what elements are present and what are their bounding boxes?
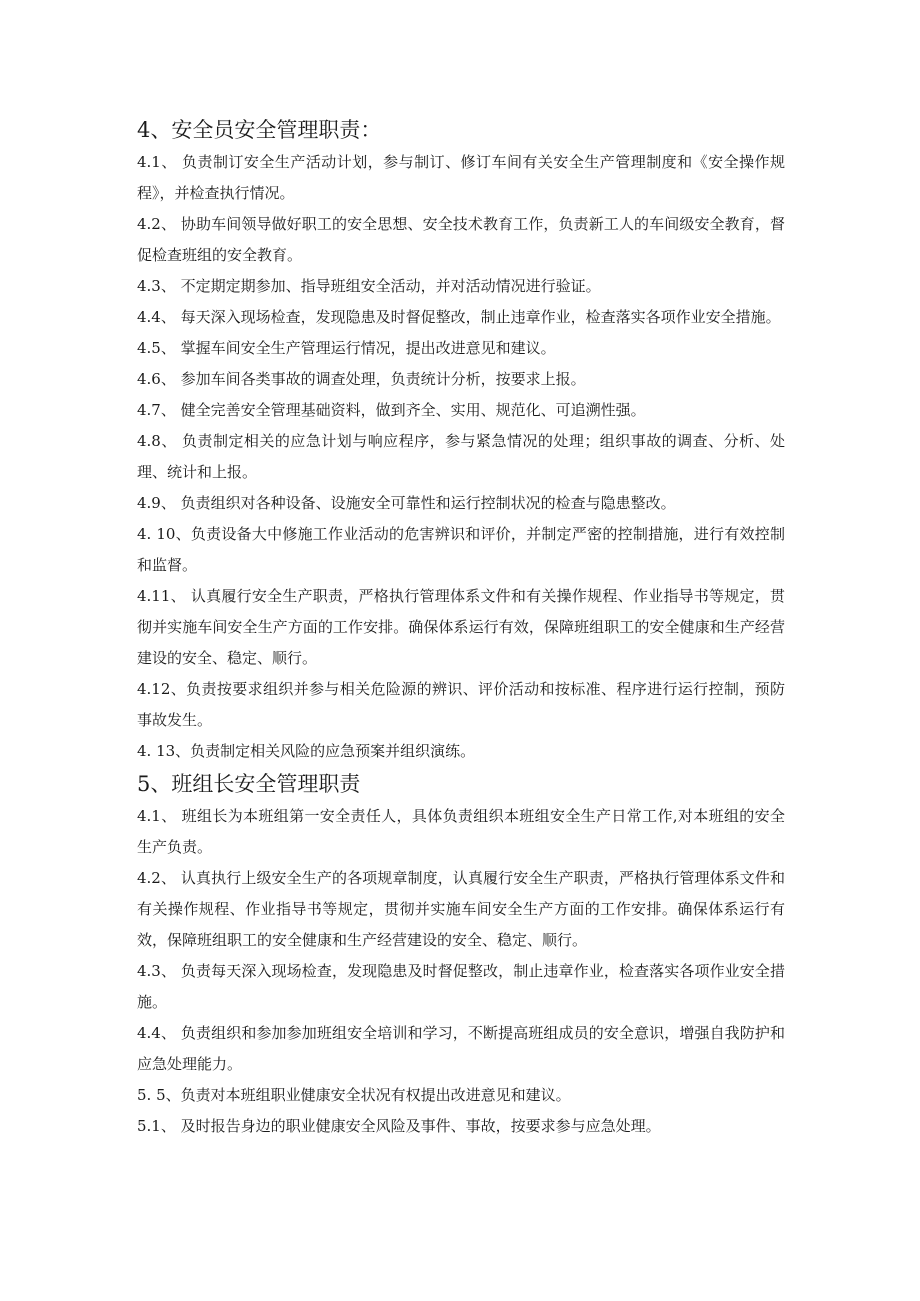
clause-4-12: 4.12、负责按要求组织并参与相关危险源的辨识、评价活动和按标准、程序进行运行控制，预防事故发生。	[137, 680, 785, 729]
clause-4-9: 4.9、 负责组织对各种设备、设施安全可靠性和运行控制状况的检查与隐患整改。	[137, 494, 676, 512]
clause-4-5: 4.5、 掌握车间安全生产管理运行情况，提出改进意见和建议。	[137, 339, 556, 357]
section-title-safety-officer: 4、安全员安全管理职责：	[137, 118, 382, 142]
document-body	[137, 113, 785, 1142]
clause-4-10: 4. 10、负责设备大中修施工作业活动的危害辨识和评价，并制定严密的控制措施，进行有效控制和监督。	[137, 525, 785, 574]
team-clause-3: 4.3、 负责每天深入现场检查，发现隐患及时督促整改，制止违章作业，检查落实各项作业安全措施。	[137, 962, 785, 1011]
clause-4-1: 4.1、 负责制订安全生产活动计划，参与制订、修订车间有关安全生产管理制度和《安全操作规程》，并检查执行情况。	[137, 153, 785, 202]
clause-4-8: 4.8、 负责制定相关的应急计划与响应程序，参与紧急情况的处理；组织事故的调查、分析、处理、统计和上报。	[137, 432, 785, 481]
clause-4-11: 4.11、 认真履行安全生产职责，严格执行管理体系文件和有关操作规程、作业指导书等规定，贯彻并实施车间安全生产方面的工作安排。确保体系运行有效，保障班组职工的安全健康和生产经营建设的安全、稳定、顺行。	[137, 587, 785, 667]
section-title-team-leader: 5、班组长安全管理职责	[137, 772, 361, 796]
clause-4-7: 4.7、 健全完善安全管理基础资料，做到齐全、实用、规范化、可追溯性强。	[137, 401, 646, 419]
team-clause-5: 5. 5、负责对本班组职业健康安全状况有权提出改进意见和建议。	[137, 1086, 571, 1104]
clause-4-2: 4.2、 协助车间领导做好职工的安全思想、安全技术教育工作，负责新工人的车间级安全教育，督促检查班组的安全教育。	[137, 215, 785, 264]
team-clause-4: 4.4、 负责组织和参加参加班组安全培训和学习，不断提高班组成员的安全意识，增强自我防护和应急处理能力。	[137, 1024, 785, 1073]
clause-4-13: 4. 13、负责制定相关风险的应急预案并组织演练。	[137, 742, 476, 760]
team-clause-6: 5.1、 及时报告身边的职业健康安全风险及事件、事故，按要求参与应急处理。	[137, 1117, 661, 1135]
team-clause-1: 4.1、 班组长为本班组第一安全责任人，具体负责组织本班组安全生产日常工作,对本班组的安全生产负责。	[137, 807, 785, 856]
clause-4-3: 4.3、 不定期定期参加、指导班组安全活动，并对活动情况进行验证。	[137, 277, 601, 295]
clause-4-4: 4.4、 每天深入现场检查，发现隐患及时督促整改，制止违章作业，检查落实各项作业安全措施。	[137, 308, 781, 326]
clause-4-6: 4.6、 参加车间各类事故的调查处理，负责统计分析，按要求上报。	[137, 370, 586, 388]
team-clause-2: 4.2、 认真执行上级安全生产的各项规章制度，认真履行安全生产职责，严格执行管理体系文件和有关操作规程、作业指导书等规定，贯彻并实施车间安全生产方面的工作安排。确保体系运行有效，保障班组职工的安全健康和生产经营建设的安全、稳定、顺行。	[137, 869, 785, 949]
